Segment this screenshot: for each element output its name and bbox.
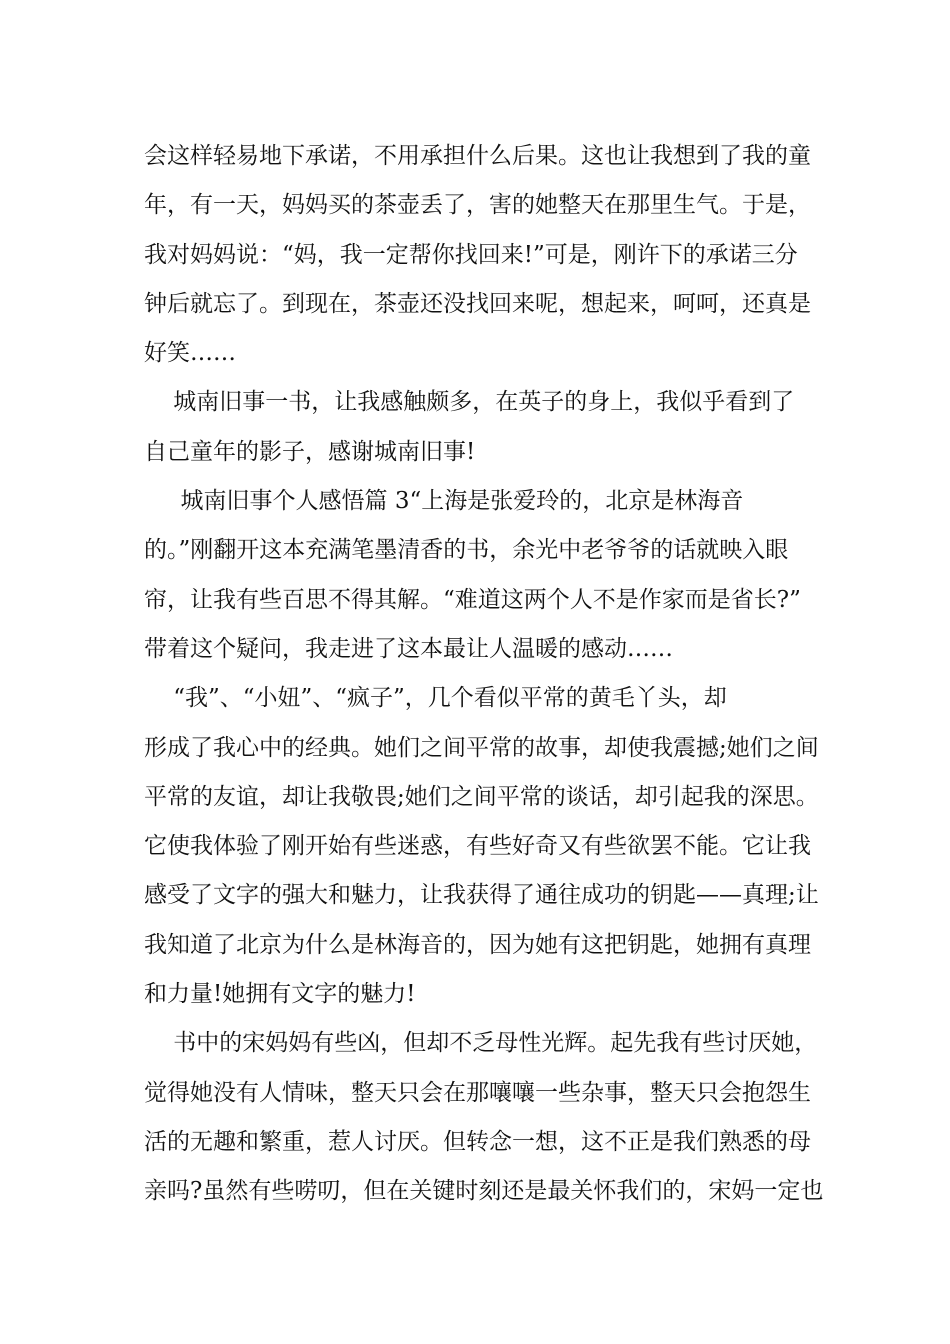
body-text xyxy=(144,132,824,1217)
text-line: “我”、“小妞”、“疯子”，几个看似平常的黄毛丫头，却 xyxy=(144,685,727,712)
text-line: 我对妈妈说：“妈，我一定帮你找回来!”可是，刚许下的承诺三分 xyxy=(144,241,798,268)
text-line: 自己童年的影子，感谢城南旧事! xyxy=(144,438,476,465)
text-line: 我知道了北京为什么是林海音的，因为她有这把钥匙，她拥有真理 xyxy=(144,931,811,958)
text-line: 好笑…… xyxy=(144,340,236,367)
text-line: 带着这个疑问，我走进了这本最让人温暖的感动…… xyxy=(144,635,673,662)
text-line: 亲吗?虽然有些唠叨，但在关键时刻还是最关怀我们的，宋妈一定也 xyxy=(144,1178,824,1205)
text-line: 它使我体验了刚开始有些迷惑，有些好奇又有些欲罢不能。它让我 xyxy=(144,833,811,860)
text-line: 城南旧事一书，让我感触颇多，在英子的身上，我似乎看到了 xyxy=(144,389,795,416)
text-line: 平常的友谊，却让我敬畏;她们之间平常的谈话，却引起我的深思。 xyxy=(144,783,819,810)
text-line: 形成了我心中的经典。她们之间平常的故事，却使我震撼;她们之间 xyxy=(144,734,819,761)
text-line: 年，有一天，妈妈买的茶壶丢了，害的她整天在那里生气。于是， xyxy=(144,192,811,219)
text-line: 会这样轻易地下承诺，不用承担什么后果。这也让我想到了我的童 xyxy=(144,143,811,169)
text-line: 书中的宋妈妈有些凶，但却不乏母性光辉。起先我有些讨厌她， xyxy=(144,1030,818,1057)
text-line: 感受了文字的强大和魅力，让我获得了通往成功的钥匙——真理;让 xyxy=(144,882,819,909)
text-line: 城南旧事个人感悟篇 3“上海是张爱玲的，北京是林海音 xyxy=(144,488,744,515)
text-line: 帘，让我有些百思不得其解。“难道这两个人不是作家而是省长?” xyxy=(144,586,801,613)
text-line: 活的无趣和繁重，惹人讨厌。但转念一想，这不正是我们熟悉的母 xyxy=(144,1128,811,1155)
text-line: 觉得她没有人情味，整天只会在那嚷嚷一些杂事，整天只会抱怨生 xyxy=(144,1079,811,1106)
text-line: 的。”刚翻开这本充满笔墨清香的书，余光中老爷爷的话就映入眼 xyxy=(144,537,789,564)
text-line: 和力量!她拥有文字的魅力! xyxy=(144,981,416,1008)
text-line: 钟后就忘了。到现在，茶壶还没找回来呢，想起来，呵呵，还真是 xyxy=(144,290,811,317)
